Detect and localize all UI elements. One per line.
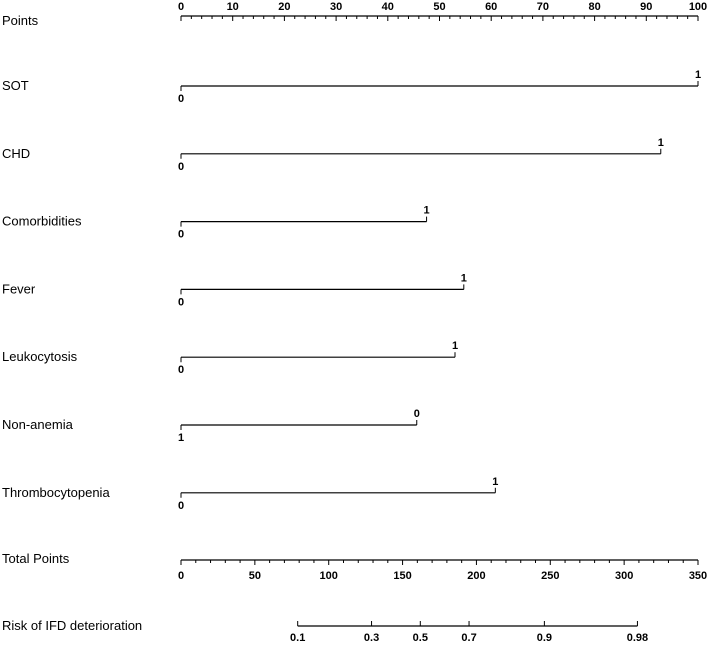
variable-label-fever: Fever [2,281,36,297]
variable-label-thrombocytopenia: Thrombocytopenia [2,484,110,500]
points-tick-label: 100 [688,1,708,13]
points-tick-label: 70 [536,1,550,13]
total-tick-label: 350 [688,570,708,582]
total-tick-label: 150 [393,570,412,582]
variable-low-label: 0 [177,296,185,309]
risk-tick-label: 0.9 [536,632,553,644]
risk-label: Risk of IFD deterioration [2,618,143,633]
variable-low-label: 0 [177,160,185,173]
variable-high-label: 1 [451,340,459,353]
variable-label-chd: CHD [2,145,31,161]
variable-low-label: 1 [177,432,185,444]
variable-high-label: 1 [423,204,430,217]
points-tick-label: 20 [278,1,291,13]
variable-high-label: 1 [460,272,467,285]
variable-low-label: 0 [177,364,185,377]
variable-high-label: 0 [413,408,420,420]
points-tick-label: 60 [485,1,498,13]
total-tick-label: 300 [614,570,634,582]
points-tick-label: 40 [381,1,394,13]
points-tick-label: 90 [640,1,653,13]
variable-low-label: 0 [177,499,185,512]
variable-label-comorbidities: Comorbidities [2,213,82,229]
points-tick-label: 10 [226,1,239,13]
risk-tick-label: 0.5 [412,632,428,644]
total-points-label: Total Points [2,551,70,566]
total-tick-label: 250 [541,570,560,582]
risk-tick-label: 0.7 [461,632,477,644]
axes [178,1,707,644]
variable-low-label: 0 [177,228,185,241]
total-tick-label: 200 [467,570,486,582]
variable-high-label: 1 [657,136,664,149]
variable-high-label: 1 [492,475,499,488]
points-tick-label: 80 [588,1,601,13]
risk-tick-label: 0.1 [290,632,306,644]
points-tick-label: 30 [329,1,343,13]
points-tick-label: 0 [177,1,185,13]
row-labels [2,13,142,633]
total-tick-label: 50 [248,570,261,582]
points-tick-label: 50 [433,1,446,13]
total-tick-label: 0 [177,570,185,582]
variable-low-label: 0 [177,93,185,105]
total-tick-label: 100 [319,570,338,582]
variable-label-sot: SOT [2,78,29,93]
variable-label-leukocytosis: Leukocytosis [2,349,78,365]
variable-high-label: 1 [694,69,702,81]
variable-label-non-anemia: Non-anemia [2,417,73,432]
points-label: Points [2,13,39,28]
risk-tick-label: 0.3 [363,632,380,644]
risk-tick-label: 0.98 [626,632,649,644]
